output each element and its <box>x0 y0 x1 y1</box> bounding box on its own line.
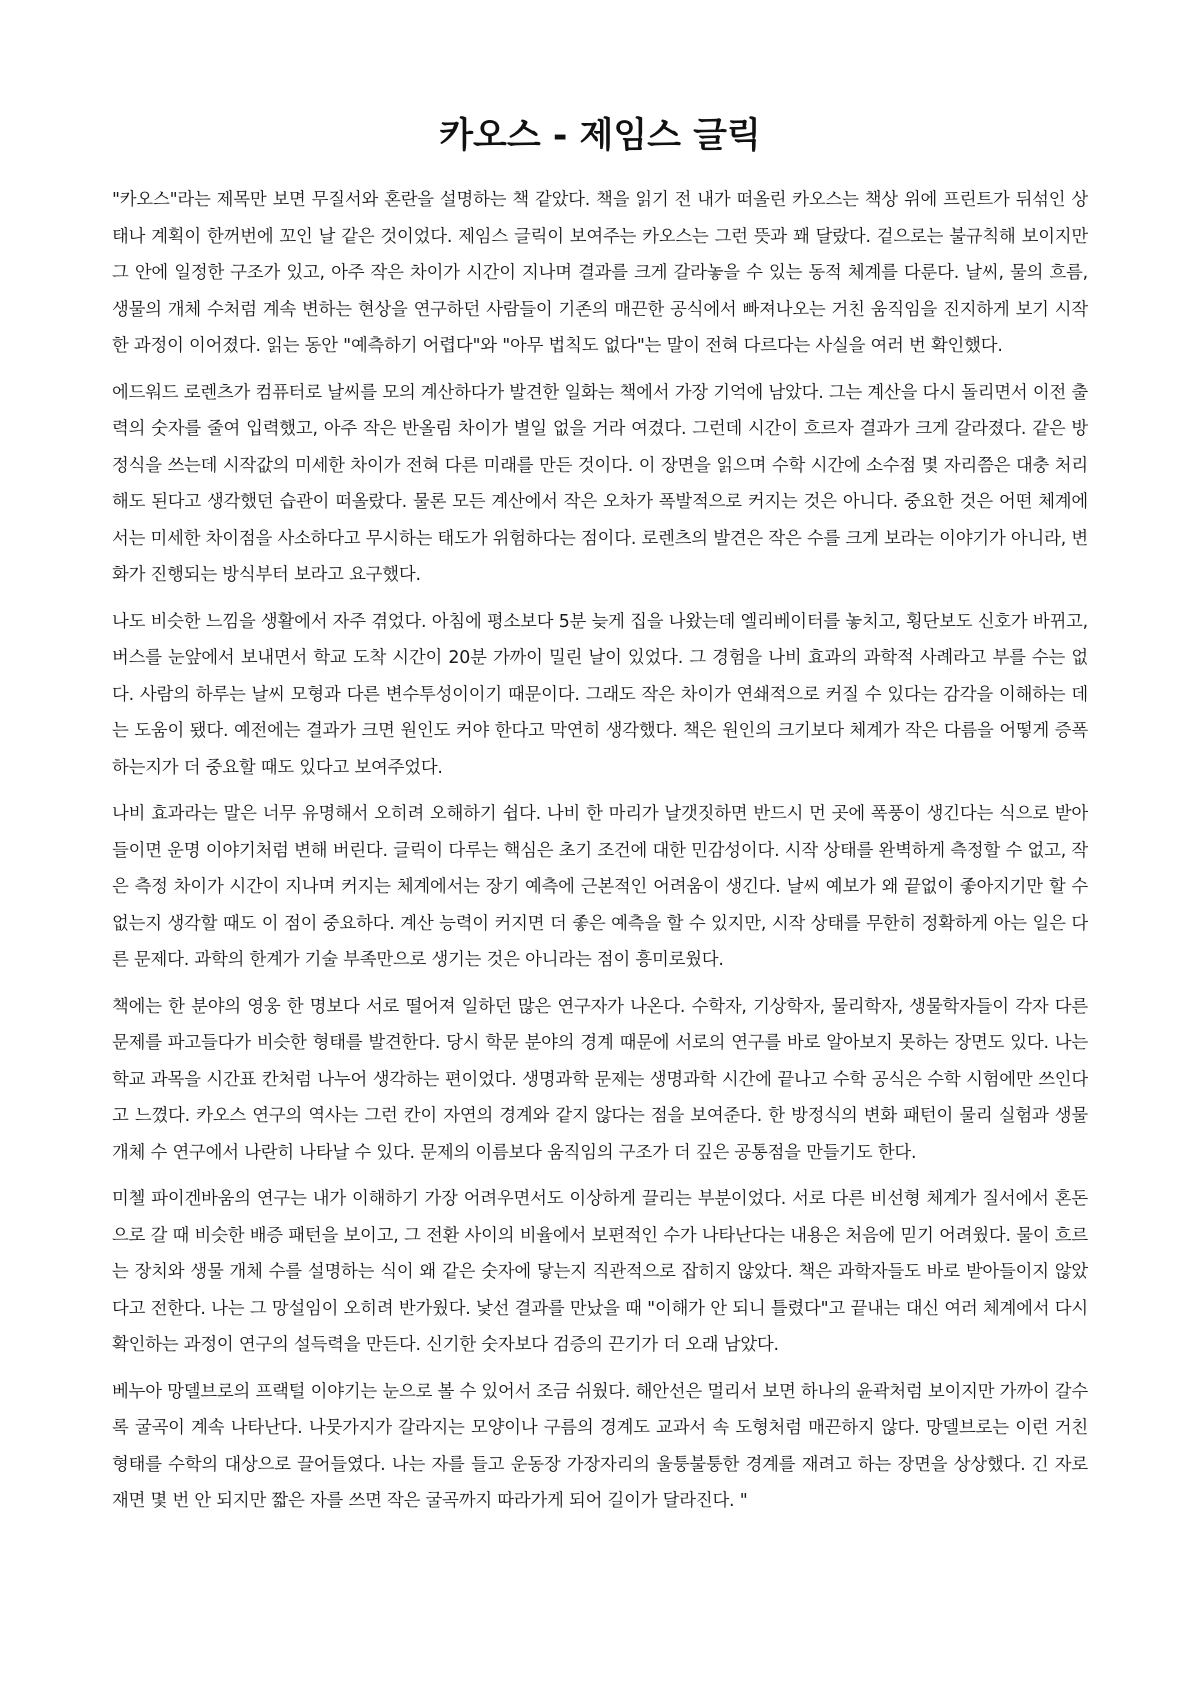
paragraph-4: 나비 효과라는 말은 너무 유명해서 오히려 오해하기 쉽다. 나비 한 마리가 날갯짓하면 반드시 먼 곳에 폭풍이 생긴다는 식으로 받아들이면 운명 이야기처럼 변해 버린다. 글릭이 다루는 핵심은 초기 조건에 대한 민감성이다. 시작 상태를 완벽하게 측정할 수 없고, 작은 측정 차이가 시간이 지나며 커지는 체계에서는 장기 예측에 근본적인 어려움이 생긴다. 날씨 예보가 왜 끝없이 좋아지기만 할 수 없는지 생각할 때도 이 점이 중요하다. 계산 능력이 커지면 더 좋은 예측을 할 수 있지만, 시작 상태를 무한히 정확하게 아는 일은 다른 문제다. 과학의 한계가 기술 부족만으로 생기는 것은 아니라는 점이 흥미로웠다. <box>112 804 1088 970</box>
document-body <box>112 182 1088 1520</box>
paragraph-7: 베누아 망델브로의 프랙털 이야기는 눈으로 볼 수 있어서 조금 쉬웠다. 해안선은 멀리서 보면 하나의 윤곽처럼 보이지만 가까이 갈수록 굴곡이 계속 나타난다. 나뭇가지가 갈라지는 모양이나 구름의 경계도 교과서 속 도형처럼 매끈하지 않다. 망델브로는 이런 거친 형태를 수학의 대상으로 끌어들였다. 나는 자를 들고 운동장 가장자리의 울퉁불퉁한 경계를 재려고 하는 장면을 상상했다. 긴 자로 재면 몇 번 안 되지만 짧은 자를 쓰면 작은 굴곡까지 따라가게 되어 길이가 달라진다. " <box>112 1381 1088 1511</box>
paragraph-1: "카오스"라는 제목만 보면 무질서와 혼란을 설명하는 책 같았다. 책을 읽기 전 내가 떠올린 카오스는 책상 위에 프린트가 뒤섞인 상태나 계획이 한꺼번에 꼬인 날 같은 것이었다. 제임스 글릭이 보여주는 카오스는 그런 뜻과 꽤 달랐다. 겉으로는 불규칙해 보이지만 그 안에 일정한 구조가 있고, 아주 작은 차이가 시간이 지나며 결과를 크게 갈라놓을 수 있는 동적 체계를 다룬다. 날씨, 물의 흐름, 생물의 개체 수처럼 계속 변하는 현상을 연구하던 사람들이 기존의 매끈한 공식에서 빠져나오는 거친 움직임을 진지하게 보기 시작한 과정이 이어졌다. 읽는 동안 "예측하기 어렵다"와 "아무 법칙도 없다"는 말이 전혀 다르다는 사실을 여러 번 확인했다. <box>112 190 1088 356</box>
paragraph-6: 미첼 파이겐바움의 연구는 내가 이해하기 가장 어려우면서도 이상하게 끌리는 부분이었다. 서로 다른 비선형 체계가 질서에서 혼돈으로 갈 때 비슷한 배증 패턴을 보이고, 그 전환 사이의 비율에서 보편적인 수가 나타난다는 내용은 처음에 믿기 어려웠다. 물이 흐르는 장치와 생물 개체 수를 설명하는 식이 왜 같은 숫자에 닿는지 직관적으로 잡히지 않았다. 책은 과학자들도 바로 받아들이지 않았다고 전한다. 나는 그 망설임이 오히려 반가웠다. 낯선 결과를 만났을 때 "이해가 안 되니 틀렸다"고 끝내는 대신 여러 체계에서 다시 확인하는 과정이 연구의 설득력을 만든다. 신기한 숫자보다 검증의 끈기가 더 오래 남았다. <box>112 1189 1088 1355</box>
document-title: 카오스 - 제임스 글릭 <box>439 116 761 156</box>
paragraph-5: 책에는 한 분야의 영웅 한 명보다 서로 떨어져 일하던 많은 연구자가 나온다. 수학자, 기상학자, 물리학자, 생물학자들이 각자 다른 문제를 파고들다가 비슷한 형태를 발견한다. 당시 학문 분야의 경계 때문에 서로의 연구를 바로 알아보지 못하는 장면도 있다. 나는 학교 과목을 시간표 칸처럼 나누어 생각하는 편이었다. 생명과학 문제는 생명과학 시간에 끝나고 수학 공식은 수학 시험에만 쓰인다고 느꼈다. 카오스 연구의 역사는 그런 칸이 자연의 경계와 같지 않다는 점을 보여준다. 한 방정식의 변화 패턴이 물리 실험과 생물 개체 수 연구에서 나란히 나타날 수 있다. 문제의 이름보다 움직임의 구조가 더 깊은 공통점을 만들기도 한다. <box>112 996 1088 1163</box>
paragraph-2: 에드워드 로렌츠가 컴퓨터로 날씨를 모의 계산하다가 발견한 일화는 책에서 가장 기억에 남았다. 그는 계산을 다시 돌리면서 이전 출력의 숫자를 줄여 입력했고, 아주 작은 반올림 차이가 별일 없을 거라 여겼다. 그런데 시간이 흐르자 결과가 크게 갈라졌다. 같은 방정식을 쓰는데 시작값의 미세한 차이가 전혀 다른 미래를 만든 것이다. 이 장면을 읽으며 수학 시간에 소수점 몇 자리쯤은 대충 처리해도 된다고 생각했던 습관이 떠올랐다. 물론 모든 계산에서 작은 오차가 폭발적으로 커지는 것은 아니다. 중요한 것은 어떤 체계에서는 미세한 차이점을 사소하다고 무시하는 태도가 위험하다는 점이다. 로렌츠의 발견은 작은 수를 크게 보라는 이야기가 아니라, 변화가 진행되는 방식부터 보라고 요구했다. <box>112 382 1088 585</box>
paragraph-3: 나도 비슷한 느낌을 생활에서 자주 겪었다. 아침에 평소보다 5분 늦게 집을 나왔는데 엘리베이터를 놓치고, 횡단보도 신호가 바뀌고, 버스를 눈앞에서 보내면서 학교 도착 시간이 20분 가까이 밀린 날이 있었다. 그 경험을 나비 효과의 과학적 사례라고 부를 수는 없다. 사람의 하루는 날씨 모형과 다른 변수투성이이기 때문이다. 그래도 작은 차이가 연쇄적으로 커질 수 있다는 감각을 이해하는 데는 도움이 됐다. 예전에는 결과가 크면 원인도 커야 한다고 막연히 생각했다. 책은 원인의 크기보다 체계가 작은 다름을 어떻게 증폭하는지가 더 중요할 때도 있다고 보여주었다. <box>112 611 1088 778</box>
